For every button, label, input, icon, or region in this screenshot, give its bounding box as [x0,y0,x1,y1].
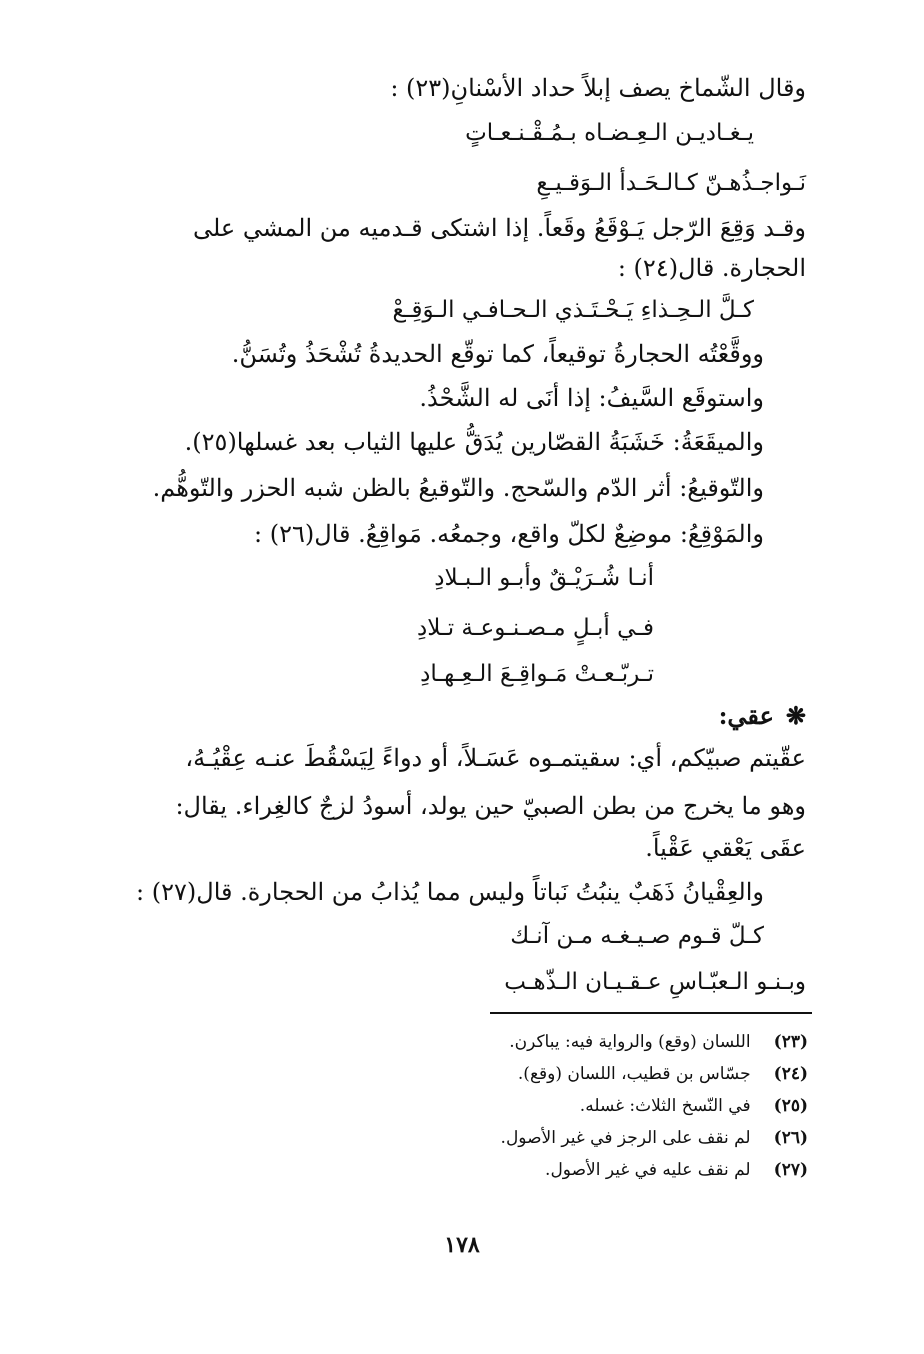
footnote-number: (٢٦) [773,1128,808,1148]
footnote-number: (٢٥) [773,1096,808,1116]
footnote-number: (٢٧) [773,1160,808,1180]
footnote-divider [490,1012,812,1014]
verse-line: تـربّـعـتْ مَـواقِـعَ الـعِـهـادِ [420,661,654,687]
footnote-number: (٢٤) [773,1064,808,1084]
text-line: والعِقْيانُ ذَهَبٌ ينبُتُ نَباتاً وليس مما يُذابُ من الحجارة. قال(٢٧) : [136,878,764,906]
text-line: عقَى يَعْقي عَقْياً. [645,834,806,862]
text-line: وهو ما يخرج من بطن الصبيّ حين يولد، أسودُ لزجٌ كالغِراء. يقال: [175,792,806,820]
footnote-number: (٢٣) [773,1032,808,1052]
entry-heading [719,698,806,734]
asterism-icon: ❋ [785,701,806,730]
text-line: وقـد وَقِعَ الرّجل يَـوْقَعُ وقَعاً. إذا اشتكى قـدميه من المشي على [192,214,806,242]
footnote-text: في النّسخ الثلاث: غسله. [579,1096,751,1116]
footnote [545,1158,808,1182]
text-line: عقّيتم صبيّكم، أي: سقيتمـوه عَسَـلاً، أو دواءً لِيَسْقُطَ عنـه عِقْيُـهُ، [185,744,806,772]
verse-line: كـلَّ الـحِـذاءِ يَـحْـتَـذي الـحـافـي الـوَقِـعْ [392,297,754,323]
footnote-text: اللسان (وقع) والرواية فيه: يباكرن. [509,1032,751,1052]
verse-line: أنـا شُـرَيْـقٌ وأبـو الـبـلادِ [434,565,654,591]
footnote [501,1126,808,1150]
entry-word: عقي: [718,701,774,730]
verse-line: نَـواجـذُهـنّ كـالـحَـدأ الـوَقـيـعِ [536,170,806,196]
footnote-text: لم نقف على الرجز في غير الأصول. [500,1128,751,1148]
text-line: ووقَّعْتُه الحجارةُ توقيعاً، كما توقّع الحديدةُ تُشْحَذُ وتُسَنُّ. [231,340,764,368]
text-line: وقال الشّماخ يصف إبلاً حداد الأسْنانِ(٢٣) : [390,74,806,102]
verse-line: كـلّ قـوم صـيـغـه مـن آنـك [510,923,764,949]
verse-line: فـي أبـلٍ مـصـنـوعـة تـلادِ [417,615,654,641]
footnote [509,1030,808,1054]
page-number: ١٧٨ [444,1232,480,1258]
footnote-text: لم نقف عليه في غير الأصول. [545,1160,751,1180]
text-line: الحجارة. قال(٢٤) : [617,254,806,282]
text-line: والميقَعَةُ: خَشَبَةُ القصّارين يُدَقُّ عليها الثياب بعد غسلها(٢٥). [184,428,764,456]
verse-line: يـغـاديـن الـعِـضـاه بـمُـقْـنـعـاتٍ [465,120,754,146]
text-line: والتّوقيعُ: أثر الدّم والسّحج. والتّوقيعُ بالظن شبه الحزر والتّوهُّم. [152,474,764,502]
verse-line: وبـنـو الـعبّـاسِ عـقـيـان الـذّهـب [504,969,806,995]
footnote-text: جسّاس بن قطيب، اللسان (وقع). [517,1064,751,1084]
footnote [518,1062,808,1086]
footnote [580,1094,808,1118]
text-line: والمَوْقِعُ: موضِعٌ لكلّ واقع، وجمعُه. مَواقِعُ. قال(٢٦) : [254,520,764,548]
text-line: واستوقَع السَّيفُ: إذا أنَى له الشَّحْذُ. [419,384,764,412]
